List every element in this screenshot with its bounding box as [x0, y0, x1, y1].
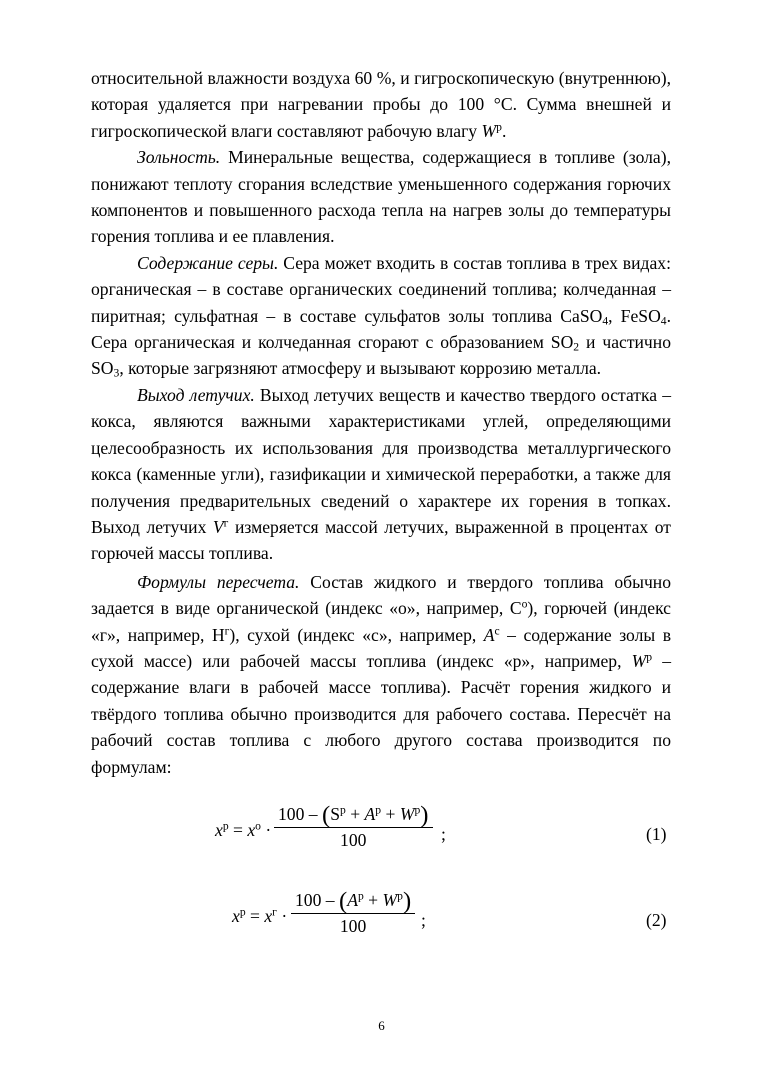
equation-2 [0, 887, 763, 952]
fraction-denominator: 100 [340, 830, 367, 850]
equation-semicolon: ; [421, 910, 426, 930]
paragraph-title: Содержание серы. [137, 252, 279, 273]
equation-number: (1) [646, 824, 667, 844]
fraction-denominator: 100 [339, 916, 367, 936]
paragraph-title: Формулы пересчета. [137, 571, 300, 592]
equation-lhs: $x^р = x^г$ · [232, 905, 288, 926]
paragraph-title: Выход летучих. [137, 384, 255, 405]
paragraph-moisture-end: относительной влажности воздуха 60 %, и гигроскопическую (внутреннюю), которая удаляется при нагревании пробы до 100 °С. Сумма внешней и гигроскопической влаги составляют рабочую влагу $W^р$. [91, 68, 671, 141]
equation-number: (2) [646, 910, 667, 930]
equation-fraction [274, 801, 433, 851]
equation-1 [0, 801, 763, 866]
equation-lhs: $x^р = x^о$ · [215, 819, 272, 840]
paragraph-formulas: Формулы пересчета. Состав жидкого и твердого топлива обычно задается в виде органической (индекс «о», например, $С^о$), горючей (индекс «г», например, $Н^г$), сухой (индекс «с», например, $A^с$ – содержание золы в сухой массе) или рабочей массы топлива (индекс «р», например, $W^р$ – содержание влаги в рабочей массе топлива). Расчёт горения жидкого и твёрдого топлива обычно производится для рабочего состава. Пересчёт на рабочий состав топлива с любого другого состава производится по формулам: [91, 571, 672, 777]
paragraph-sulfur: Содержание серы. Сера может входить в состав топлива в трех видах: органическая – в составе органических соединений топлива; колчеданная – пиритная; сульфатная – в составе сульфатов золы топлива CaSO$_4$, FeSO$_4$. Сера органическая и колчеданная сгорают с образованием $SO_2$ и частично $SO_3$, которые загрязняют атмосферу и вызывают коррозию металла. [91, 252, 671, 380]
equation-fraction [291, 887, 415, 937]
body-text [91, 65, 671, 780]
fraction-numerator: $100 - (S^р + A^р + W^р)$ [278, 801, 429, 829]
page-number: 6 [378, 1018, 385, 1033]
fraction-numerator: $100 - (A^р + W^р)$ [295, 887, 412, 915]
paragraph-ash: Зольность. Минеральные вещества, содержащиеся в топливе (зола), понижают теплоту сгорания вследствие уменьшенного содержания горючих компонентов и повышенного расхода тепла на нагрев золы до температуры горения топлива и ее плавления. [91, 147, 671, 247]
equation-semicolon: ; [441, 824, 446, 844]
paragraph-volatiles: Выход летучих. Выход летучих веществ и качество твердого остатка – кокса, являются важными характеристиками углей, определяющими целесообразность их использования для производства металлургического кокса (каменные угли), газификации и химической переработки, а также для получения предварительных сведений о характере их горения в топках. Выход летучих $V^г$ измеряется массой летучих, выраженной в процентах от горючей массы топлива. [91, 384, 671, 564]
paragraph-title: Зольность. [137, 147, 221, 168]
